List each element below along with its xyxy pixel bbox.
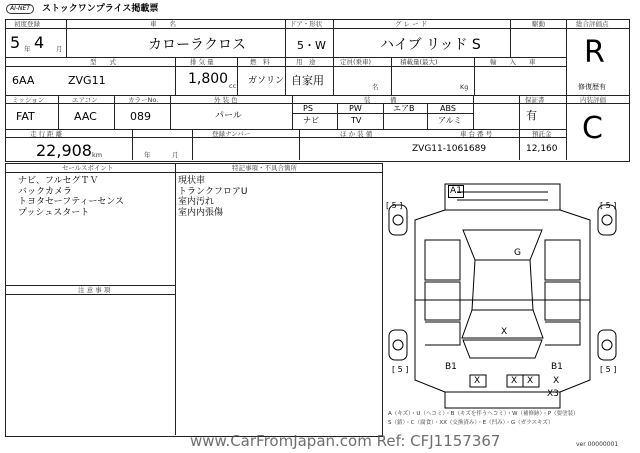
- label-equipment: 装 備: [364, 96, 397, 104]
- deposit-value: 12,160: [526, 144, 558, 154]
- equip-alloy: アルミ: [438, 116, 462, 125]
- label-capacity: 定員(乗車): [340, 58, 372, 66]
- sales-point-item: トヨタセーフティーセンス: [18, 197, 125, 207]
- version-label: ver 00000001: [576, 441, 619, 448]
- km-unit: km: [92, 151, 103, 159]
- equip-tv: TV: [351, 116, 362, 125]
- damage-mark-x: X: [474, 376, 481, 386]
- damage-diagram: [385, 170, 625, 420]
- damage-mark-x: X: [553, 376, 560, 386]
- equip-abs: ABS: [440, 104, 456, 113]
- label-mission: ミッション: [12, 96, 45, 104]
- label-load: 積載量(最大): [400, 58, 438, 66]
- damage-mark-x: X: [511, 376, 518, 386]
- tyre-front-right: [ 5 ]: [600, 201, 617, 210]
- label-deposit: 預託金: [532, 130, 552, 138]
- month-unit: 月: [56, 45, 63, 53]
- damage-mark-a1: A1: [448, 185, 464, 198]
- label-model-type: 型 式: [90, 58, 116, 66]
- tyre-rear-right: [ 5 ]: [600, 365, 617, 374]
- year-unit: 年: [24, 45, 31, 53]
- label-caution: 注 意 事 項: [78, 286, 111, 294]
- damage-legend-line1: A（キズ）・U（ヘコミ）・B（キズを伴うヘコミ）・W（補修跡）・P（要塗装）: [388, 411, 579, 417]
- usage-value: 自家用: [291, 74, 324, 87]
- label-chassis: 車 台 番 号: [460, 130, 493, 138]
- body-type-value: 5・W: [297, 39, 326, 52]
- label-import: 輸 入 車: [490, 58, 536, 66]
- label-color-no: カラーNo.: [128, 96, 159, 104]
- damage-mark-b1-right: B1: [551, 362, 563, 372]
- watermark: www.CarFromJapan.com Ref: CFJ1157367: [190, 432, 501, 450]
- tyre-front-left: [ 5 ]: [386, 201, 403, 210]
- damage-legend-line2: S（錆）・C（腐食）・XX（交換済み）・E（凹み）・G（ガラスキズ）: [388, 420, 554, 426]
- warranty-value: 有: [526, 109, 537, 122]
- sales-point-item: ナビ、フルセグＴＶ: [18, 176, 99, 186]
- label-car-name: 車 名: [150, 20, 176, 28]
- interior-score: C: [582, 111, 603, 146]
- first-reg-year: 5: [10, 33, 21, 52]
- damage-mark-g: G: [514, 248, 521, 258]
- car-name-value: カローラクロス: [148, 37, 246, 53]
- displacement-value: 1,800: [188, 71, 229, 87]
- damage-mark-b1-left: B1: [445, 362, 457, 372]
- year-unit-2: 年: [144, 151, 151, 159]
- tyre-rear-left: [ 5 ]: [392, 365, 409, 374]
- note-item: 現状車: [178, 176, 206, 186]
- label-sales-points: セールスポイント: [62, 164, 114, 172]
- label-grade: グ レ ー ド: [395, 20, 428, 28]
- equip-airbag: エアB: [393, 104, 415, 113]
- sheet-title: ストックワンプライス掲載票: [42, 4, 159, 14]
- equip-pw: PW: [349, 104, 362, 113]
- label-interior-score: 内装評価: [580, 96, 606, 104]
- label-warranty: 保証書: [525, 96, 545, 104]
- label-notes: 特記事項・不具合箇所: [232, 164, 297, 172]
- note-item: 室内汚れ: [178, 197, 215, 207]
- overall-score: R: [584, 35, 605, 70]
- damage-mark-x: X: [527, 376, 534, 386]
- capacity-unit: 名: [372, 83, 379, 91]
- exterior-color-value: パール: [215, 111, 242, 121]
- color-no-value: 089: [130, 110, 151, 123]
- notes-list: [178, 176, 247, 218]
- label-first-reg: 初度登録: [14, 20, 40, 28]
- aircon-value: AAC: [74, 110, 97, 123]
- sales-points-list: [18, 176, 124, 218]
- model-type-prefix: 6AA: [12, 74, 35, 87]
- first-reg-month: 4: [34, 33, 45, 52]
- auction-logo: AI-NET: [6, 4, 34, 14]
- equip-ps: PS: [303, 104, 313, 113]
- load-unit: Kg: [460, 83, 469, 91]
- label-mileage: 走 行 距 離: [30, 130, 63, 138]
- label-overall-score: 総合評価点: [576, 20, 609, 28]
- sales-point-item: プッシュスタート: [18, 207, 90, 218]
- label-usage: 用 途: [296, 58, 316, 66]
- fuel-value: ガソリン: [248, 76, 285, 86]
- label-other-equip: ほ か 装 備: [340, 130, 373, 138]
- repair-history-label: 修復歴有: [578, 83, 606, 91]
- model-type-code: ZVG11: [68, 74, 106, 87]
- grade-value: ハイブ リッド S: [380, 37, 481, 53]
- label-exterior-color: 外 装 色: [214, 96, 238, 104]
- sales-point-item: バックカメラ: [18, 186, 73, 197]
- damage-mark-x3: X3: [547, 389, 559, 399]
- note-item: トランクフロアU: [178, 186, 248, 197]
- mission-value: FAT: [16, 110, 35, 123]
- equip-navi: ナビ: [303, 116, 319, 125]
- label-aircon: エアコン: [72, 96, 98, 104]
- note-item: 室内内張傷: [178, 207, 224, 218]
- chassis-no-value: ZVG11-1061689: [412, 144, 487, 154]
- label-door-shape: ドア・形状: [290, 20, 323, 28]
- damage-mark-x: X: [501, 327, 508, 337]
- cc-unit: cc: [229, 82, 237, 90]
- label-drive: 駆動: [532, 20, 545, 28]
- label-reg-no: 登録ナンバー: [212, 130, 251, 138]
- month-unit-2: 月: [172, 151, 179, 159]
- label-fuel: 燃 料: [250, 58, 270, 66]
- label-displacement: 排 気 量: [190, 58, 214, 66]
- mileage-value: 22,908: [36, 141, 92, 160]
